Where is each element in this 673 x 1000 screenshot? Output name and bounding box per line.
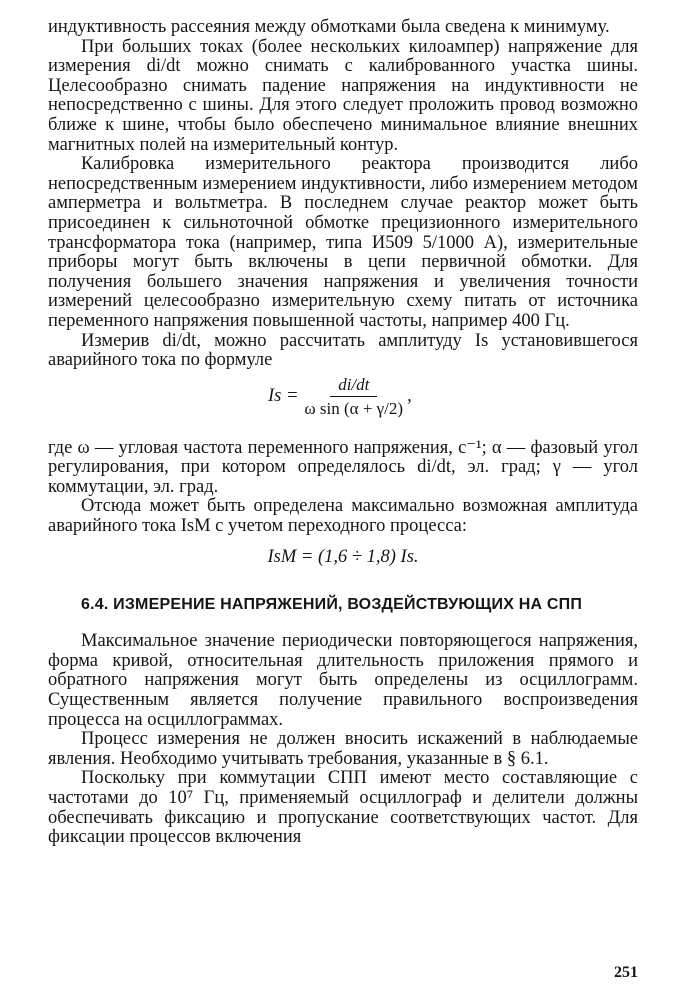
- formula-max-current-text: IѕM = (1,6 ÷ 1,8) Iѕ.: [267, 546, 419, 567]
- formula-steady-current: [48, 371, 638, 439]
- formula-lhs: Iѕ =: [268, 385, 299, 406]
- formula-denominator: ω sin (α + γ/2): [304, 399, 404, 419]
- paragraph-reactor-calibration: Калибровка измерительного реактора производится либо непосредственным измерением индуктивности, либо измерением методом амперметра и вольтметра. В последнем случае реактор может быть присоединен к сильноточной обмотке прецизионного измерительного трансформатора тока (например, типа И509 5/1000 А), измерительные приборы могут быть включены в цепи первичной обмотки. Для получения большего значения напряжения и увеличения точности измерений целесообразно измерительную схему питать от источника переменного напряжения повышенной частоты, например 400 Гц.: [48, 154, 638, 331]
- paragraph-frequencies: Поскольку при коммутации СПП имеют место составляющие с частотами до 10⁷ Гц, применяемый осциллограф и делители должны обеспечивать фиксацию и пропускание соответствующих частот. Для фиксации процессов включения: [48, 768, 638, 848]
- paragraph-bus-measurement: При больших токах (более нескольких килоампер) напряжение для измерения di/dt можно снимать с калиброванного участка шины. Целесообразно снимать падение напряжения на индуктивности не непосредственно с шины. Для этого следует проложить провод возможно ближе к шине, чтобы было обеспечено минимальное влияние внешних магнитных полей на измерительный контур.: [48, 36, 638, 155]
- paragraph-oscillograms: Максимальное значение периодически повторяющегося напряжения, форма кривой, относительная длительность приложения прямого и обратного напряжения могут быть определены из осциллограмм. Существенным является получение правильного воспроизведения процесса на осциллограммах.: [48, 631, 638, 730]
- paragraph-symbol-legend: где ω — угловая частота переменного напряжения, с⁻¹; α — фазовый угол регулирования, при котором определялось di/dt, эл. град; γ — угол коммутации, эл. град.: [48, 437, 638, 497]
- formula-fraction: [304, 375, 403, 419]
- paragraph-continuation: индуктивность рассеяния между обмотками была сведена к минимуму.: [48, 17, 610, 37]
- formula-numerator: di/dt: [330, 375, 377, 398]
- paragraph-no-distortion: Процесс измерения не должен вносить искажений в наблюдаемые явления. Необходимо учитывать требования, указанные в § 6.1.: [48, 729, 638, 769]
- formula-trail: ,: [407, 385, 412, 406]
- page-number: 251: [614, 964, 638, 981]
- section-heading: 6.4. ИЗМЕРЕНИЕ НАПРЯЖЕНИЙ, ВОЗДЕЙСТВУЮЩИХ НА СПП: [81, 595, 583, 613]
- formula-fraction-group: [268, 375, 412, 419]
- paragraph-max-amplitude: Отсюда может быть определена максимально возможная амплитуда аварийного тока IѕM с учетом переходного процесса:: [48, 496, 638, 537]
- paragraph-amplitude-intro: Измерив di/dt, можно рассчитать амплитуду Iѕ установившегося аварийного тока по формуле: [48, 330, 638, 371]
- formula-max-current: [48, 537, 638, 577]
- page-body: [48, 18, 638, 848]
